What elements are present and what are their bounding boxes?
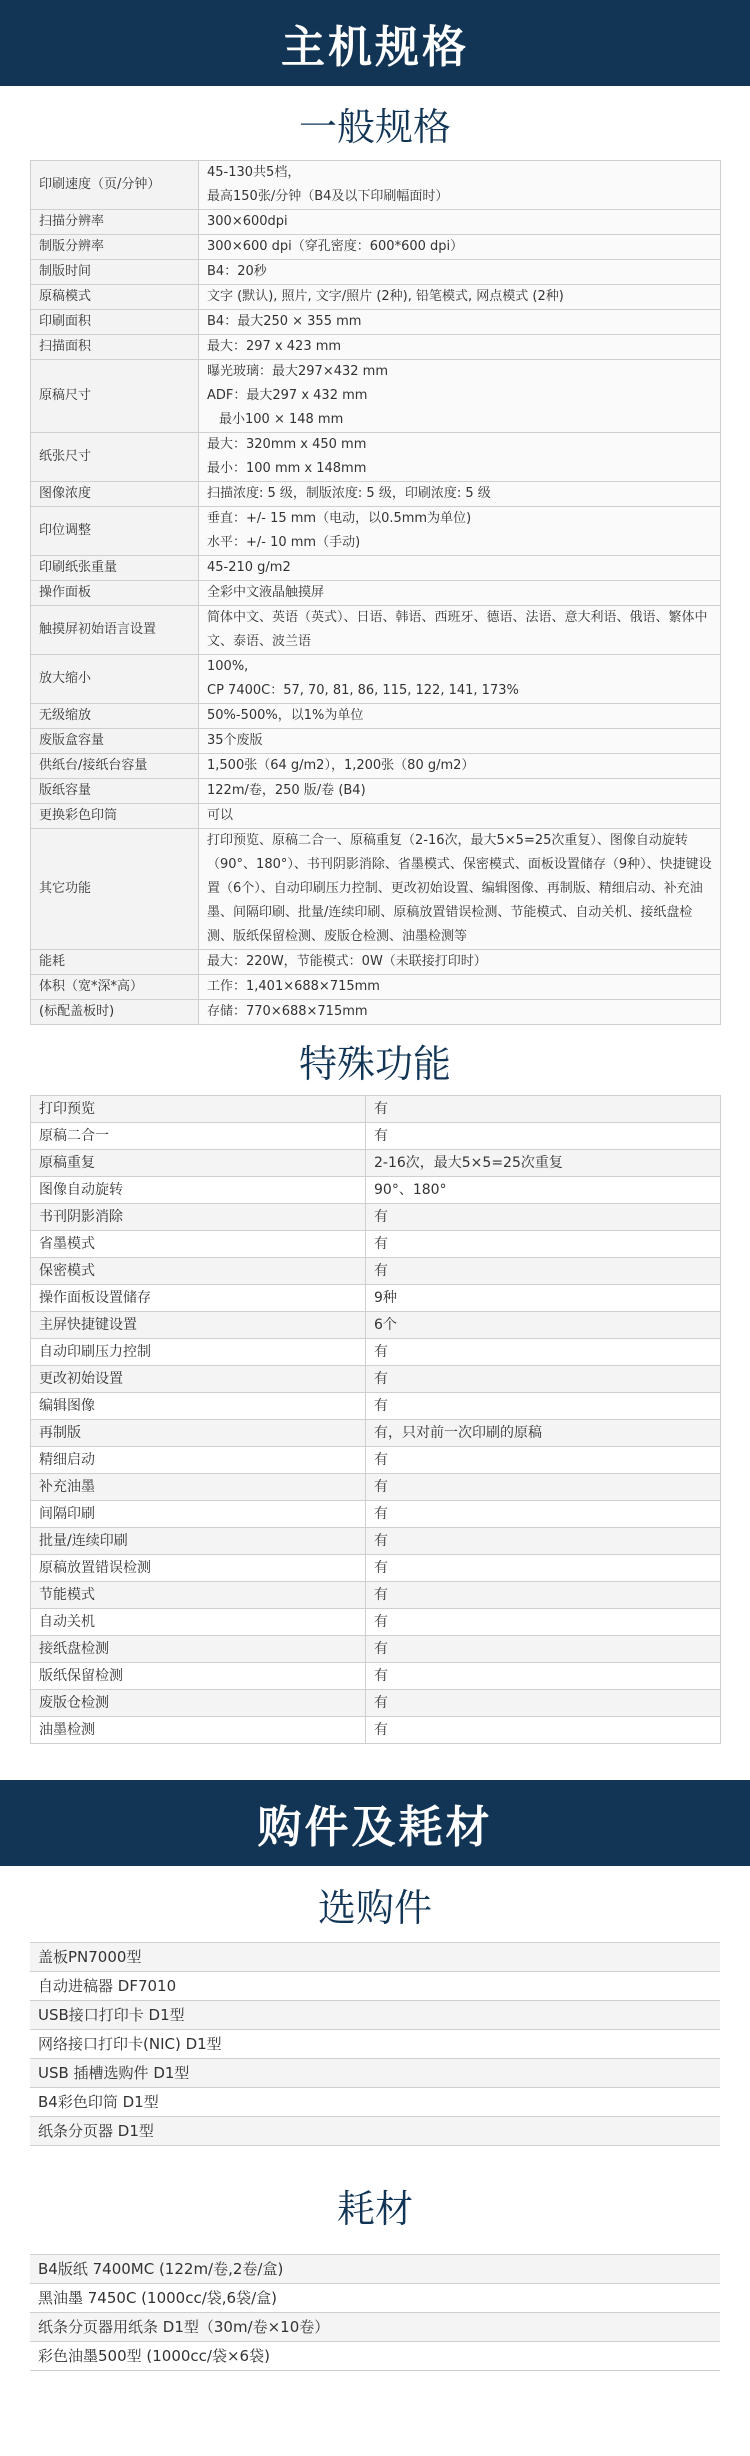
- spec-row: [31, 335, 721, 360]
- option-item: 盖板PN7000型: [30, 1943, 720, 1972]
- spec-value-line: B4：最大250 × 355 mm: [207, 314, 362, 329]
- function-name: 自动印刷压力控制: [31, 1339, 366, 1366]
- section-title-general: [0, 86, 750, 160]
- general-title-text: 一般规格: [298, 104, 451, 149]
- spec-label: 其它功能: [31, 829, 199, 950]
- function-row: [31, 1150, 721, 1177]
- spec-value-line: 文字 (默认), 照片, 文字/照片 (2种), 铅笔模式, 网点模式 (2种): [207, 289, 564, 304]
- spec-label: (标配盖板时): [31, 1000, 199, 1025]
- spec-label: 原稿模式: [31, 285, 199, 310]
- spec-row: [31, 285, 721, 310]
- spec-label: 制版时间: [31, 260, 199, 285]
- spec-value: [199, 655, 721, 704]
- spec-label: 操作面板: [31, 581, 199, 606]
- spec-value-line: 存储：770×688×715mm: [207, 1004, 368, 1019]
- spec-value-line: 最大：220W，节能模式：0W（未联接打印时）: [207, 954, 487, 969]
- spec-value-line: 最小100 × 148 mm: [219, 412, 344, 427]
- function-name: 打印预览: [31, 1096, 366, 1123]
- spec-row: [31, 829, 721, 950]
- function-name: 接纸盘检测: [31, 1636, 366, 1663]
- spec-label: 废版盒容量: [31, 729, 199, 754]
- spec-value: [199, 606, 721, 655]
- function-row: [31, 1636, 721, 1663]
- spec-value: [199, 482, 721, 507]
- banner-parts-title: 购件及耗材: [257, 1802, 493, 1853]
- spec-row: [31, 581, 721, 606]
- spec-row: [31, 950, 721, 975]
- function-value: 有: [366, 1123, 721, 1150]
- spec-row: [31, 779, 721, 804]
- spec-row: [31, 310, 721, 335]
- spec-value: [199, 161, 721, 210]
- function-row: [31, 1447, 721, 1474]
- consumable-item: 纸条分页器用纸条 D1型（30m/卷×10卷）: [30, 2313, 720, 2342]
- function-value: 有: [366, 1096, 721, 1123]
- spec-value-line: 打印预览、原稿二合一、原稿重复（2-16次，最大5×5=25次重复）、图像自动旋转: [207, 833, 688, 848]
- function-value: 有: [366, 1447, 721, 1474]
- spec-label: 纸张尺寸: [31, 433, 199, 482]
- spec-value-line: 最小：100 mm x 148mm: [207, 461, 367, 476]
- spec-value-line: 扫描浓度: 5 级，制版浓度: 5 级，印刷浓度: 5 级: [207, 486, 491, 501]
- function-name: 自动关机: [31, 1609, 366, 1636]
- function-value: 90°、180°: [366, 1177, 721, 1204]
- spec-value-line: 35个废版: [207, 733, 263, 748]
- function-row: [31, 1204, 721, 1231]
- spec-row: [31, 729, 721, 754]
- function-name: 图像自动旋转: [31, 1177, 366, 1204]
- spec-label: 版纸容量: [31, 779, 199, 804]
- function-name: 版纸保留检测: [31, 1663, 366, 1690]
- function-name: 编辑图像: [31, 1393, 366, 1420]
- function-value: 有: [366, 1609, 721, 1636]
- spec-value-line: 50%-500%，以1%为单位: [207, 708, 364, 723]
- function-row: [31, 1177, 721, 1204]
- spec-value-line: 最大：297 x 423 mm: [207, 339, 342, 354]
- spec-row: [31, 1000, 721, 1025]
- spec-value-line: 最高150张/分钟（B4及以下印刷幅面时）: [207, 189, 449, 204]
- option-item: USB接口打印卡 D1型: [30, 2001, 720, 2030]
- spec-value: [199, 950, 721, 975]
- spec-label: 印刷面积: [31, 310, 199, 335]
- spec-value: [199, 975, 721, 1000]
- function-value: 2-16次，最大5×5=25次重复: [366, 1150, 721, 1177]
- spec-row: [31, 704, 721, 729]
- function-value: 有: [366, 1717, 721, 1744]
- spec-row: [31, 754, 721, 779]
- spec-row: [31, 433, 721, 482]
- spec-value: [199, 754, 721, 779]
- function-row: [31, 1609, 721, 1636]
- spec-label: 体积（宽*深*高）: [31, 975, 199, 1000]
- spec-row: [31, 260, 721, 285]
- spec-value-line: 45-130共5档，: [207, 165, 301, 180]
- spec-value: [199, 581, 721, 606]
- spec-value-line: 300×600dpi: [207, 214, 288, 229]
- spec-value: [199, 729, 721, 754]
- special-title-text: 特殊功能: [298, 1041, 451, 1086]
- function-name: 废版仓检测: [31, 1690, 366, 1717]
- function-name: 节能模式: [31, 1582, 366, 1609]
- option-item: 纸条分页器 D1型: [30, 2117, 720, 2146]
- spec-row: [31, 360, 721, 433]
- spec-row: [31, 606, 721, 655]
- function-value: 有: [366, 1636, 721, 1663]
- spec-row: [31, 235, 721, 260]
- spec-value: [199, 704, 721, 729]
- spec-value-line: 文、泰语、波兰语: [207, 634, 312, 649]
- function-value: 有: [366, 1258, 721, 1285]
- spec-label: 供纸台/接纸台容量: [31, 754, 199, 779]
- function-name: 原稿二合一: [31, 1123, 366, 1150]
- spec-row: [31, 161, 721, 210]
- function-name: 省墨模式: [31, 1231, 366, 1258]
- spec-value-line: 300×600 dpi（穿孔密度：600*600 dpi）: [207, 239, 464, 254]
- section-title-options: [0, 1866, 750, 1942]
- spec-value-line: 测、版纸保留检测、废版仓检测、油墨检测等: [207, 929, 468, 944]
- function-row: [31, 1420, 721, 1447]
- function-name: 原稿重复: [31, 1150, 366, 1177]
- spec-row: [31, 482, 721, 507]
- spec-label: 无级缩放: [31, 704, 199, 729]
- banner-specs: [0, 0, 750, 86]
- spec-label: 放大缩小: [31, 655, 199, 704]
- spec-value: [199, 433, 721, 482]
- consumable-item: 黑油墨 7450C (1000cc/袋,6袋/盒): [30, 2284, 720, 2313]
- function-value: 6个: [366, 1312, 721, 1339]
- function-value: 有: [366, 1474, 721, 1501]
- section-title-consumables: [0, 2146, 750, 2254]
- function-value: 有: [366, 1366, 721, 1393]
- banner-specs-title: 主机规格: [281, 22, 469, 73]
- function-row: [31, 1717, 721, 1744]
- spec-value-line: 工作：1,401×688×715mm: [207, 979, 380, 994]
- spec-row: [31, 804, 721, 829]
- function-name: 再制版: [31, 1420, 366, 1447]
- function-name: 主屏快捷键设置: [31, 1312, 366, 1339]
- function-name: 原稿放置错误检测: [31, 1555, 366, 1582]
- function-name: 批量/连续印刷: [31, 1528, 366, 1555]
- spec-value: [199, 310, 721, 335]
- function-value: 有: [366, 1204, 721, 1231]
- spec-label: 能耗: [31, 950, 199, 975]
- function-value: 有: [366, 1582, 721, 1609]
- spec-value-line: CP 7400C：57, 70, 81, 86, 115, 122, 141, 173%: [207, 683, 519, 698]
- spec-value: [199, 360, 721, 433]
- option-item: B4彩色印筒 D1型: [30, 2088, 720, 2117]
- spec-value-line: 45-210 g/m2: [207, 560, 291, 575]
- spec-value-line: 垂直：+/- 15 mm（电动，以0.5mm为单位): [207, 511, 472, 526]
- spec-value-line: 简体中文、英语（英式）、日语、韩语、西班牙、德语、法语、意大利语、俄语、繁体中: [207, 610, 708, 625]
- function-name: 更改初始设置: [31, 1366, 366, 1393]
- function-value: 有: [366, 1690, 721, 1717]
- spec-row: [31, 507, 721, 556]
- spec-label: 图像浓度: [31, 482, 199, 507]
- option-item: USB 插槽选购件 D1型: [30, 2059, 720, 2088]
- spec-value: [199, 235, 721, 260]
- function-value: 有: [366, 1528, 721, 1555]
- function-value: 有: [366, 1393, 721, 1420]
- spec-value-line: 122m/卷，250 版/卷 (B4): [207, 783, 366, 798]
- options-list: [30, 1942, 720, 2146]
- spec-value: [199, 507, 721, 556]
- spec-value-line: 1,500张（64 g/m2），1,200张（80 g/m2）: [207, 758, 475, 773]
- function-name: 补充油墨: [31, 1474, 366, 1501]
- spec-value: [199, 1000, 721, 1025]
- function-row: [31, 1582, 721, 1609]
- spec-label: 原稿尺寸: [31, 360, 199, 433]
- function-name: 油墨检测: [31, 1717, 366, 1744]
- spec-value: [199, 285, 721, 310]
- general-spec-table: [30, 160, 721, 1025]
- function-value: 有: [366, 1339, 721, 1366]
- spec-value: [199, 210, 721, 235]
- function-value: 有: [366, 1555, 721, 1582]
- function-row: [31, 1528, 721, 1555]
- function-row: [31, 1690, 721, 1717]
- function-row: [31, 1366, 721, 1393]
- spec-label: 触摸屏初始语言设置: [31, 606, 199, 655]
- spec-value-line: B4：20秒: [207, 264, 267, 279]
- spec-value-line: 墨、间隔印刷、批量/连续印刷、原稿放置错误检测、节能模式、自动关机、接纸盘检: [207, 905, 693, 920]
- spec-value: [199, 779, 721, 804]
- spec-label: 制版分辨率: [31, 235, 199, 260]
- spec-label: 印刷纸张重量: [31, 556, 199, 581]
- spec-row: [31, 210, 721, 235]
- spec-label: 印位调整: [31, 507, 199, 556]
- spec-value: [199, 260, 721, 285]
- function-row: [31, 1474, 721, 1501]
- function-row: [31, 1501, 721, 1528]
- section-title-special: [0, 1025, 750, 1095]
- function-value: 有，只对前一次印刷的原稿: [366, 1420, 721, 1447]
- function-name: 精细启动: [31, 1447, 366, 1474]
- option-item: 网络接口打印卡(NIC) D1型: [30, 2030, 720, 2059]
- function-value: 有: [366, 1231, 721, 1258]
- spec-value: [199, 556, 721, 581]
- spec-value-line: 100%,: [207, 659, 249, 674]
- function-name: 书刊阴影消除: [31, 1204, 366, 1231]
- spec-label: 扫描分辨率: [31, 210, 199, 235]
- function-name: 保密模式: [31, 1258, 366, 1285]
- special-function-table: [30, 1095, 721, 1744]
- spec-value-line: 全彩中文液晶触摸屏: [207, 585, 325, 600]
- spec-row: [31, 655, 721, 704]
- spec-row: [31, 556, 721, 581]
- spec-value: [199, 804, 721, 829]
- function-value: 9种: [366, 1285, 721, 1312]
- function-name: 间隔印刷: [31, 1501, 366, 1528]
- function-value: 有: [366, 1663, 721, 1690]
- function-row: [31, 1339, 721, 1366]
- options-title-text: 选购件: [317, 1885, 432, 1930]
- function-row: [31, 1393, 721, 1420]
- function-row: [31, 1258, 721, 1285]
- consumables-title-text: 耗材: [336, 2186, 413, 2231]
- spec-value-line: 置（6个）、自动印刷压力控制、更改初始设置、编辑图像、再制版、精细启动、补充油: [207, 881, 703, 896]
- spec-value-line: ADF：最大297 x 432 mm: [207, 388, 368, 403]
- function-name: 操作面板设置储存: [31, 1285, 366, 1312]
- consumables-list: [30, 2254, 720, 2371]
- function-row: [31, 1096, 721, 1123]
- banner-parts: [0, 1780, 750, 1866]
- spec-value-line: （90°、180°）、书刊阴影消除、省墨模式、保密模式、面板设置储存（9种）、快捷键设: [207, 857, 712, 872]
- spec-row: [31, 975, 721, 1000]
- consumable-item: 彩色油墨500型 (1000cc/袋×6袋): [30, 2342, 720, 2371]
- spec-value: [199, 335, 721, 360]
- spec-label: 扫描面积: [31, 335, 199, 360]
- function-row: [31, 1285, 721, 1312]
- function-row: [31, 1555, 721, 1582]
- option-item: 自动进稿器 DF7010: [30, 1972, 720, 2001]
- spec-label: 更换彩色印筒: [31, 804, 199, 829]
- spec-value: [199, 829, 721, 950]
- function-row: [31, 1663, 721, 1690]
- consumable-item: B4版纸 7400MC (122m/卷,2卷/盒): [30, 2255, 720, 2284]
- function-value: 有: [366, 1501, 721, 1528]
- function-row: [31, 1231, 721, 1258]
- function-row: [31, 1312, 721, 1339]
- spec-value-line: 最大：320mm x 450 mm: [207, 437, 367, 452]
- spec-value-line: 曝光玻璃：最大297×432 mm: [207, 364, 388, 379]
- spec-label: 印刷速度（页/分钟）: [31, 161, 199, 210]
- spec-value-line: 可以: [207, 808, 234, 823]
- function-row: [31, 1123, 721, 1150]
- spec-value-line: 水平：+/- 10 mm（手动): [207, 535, 361, 550]
